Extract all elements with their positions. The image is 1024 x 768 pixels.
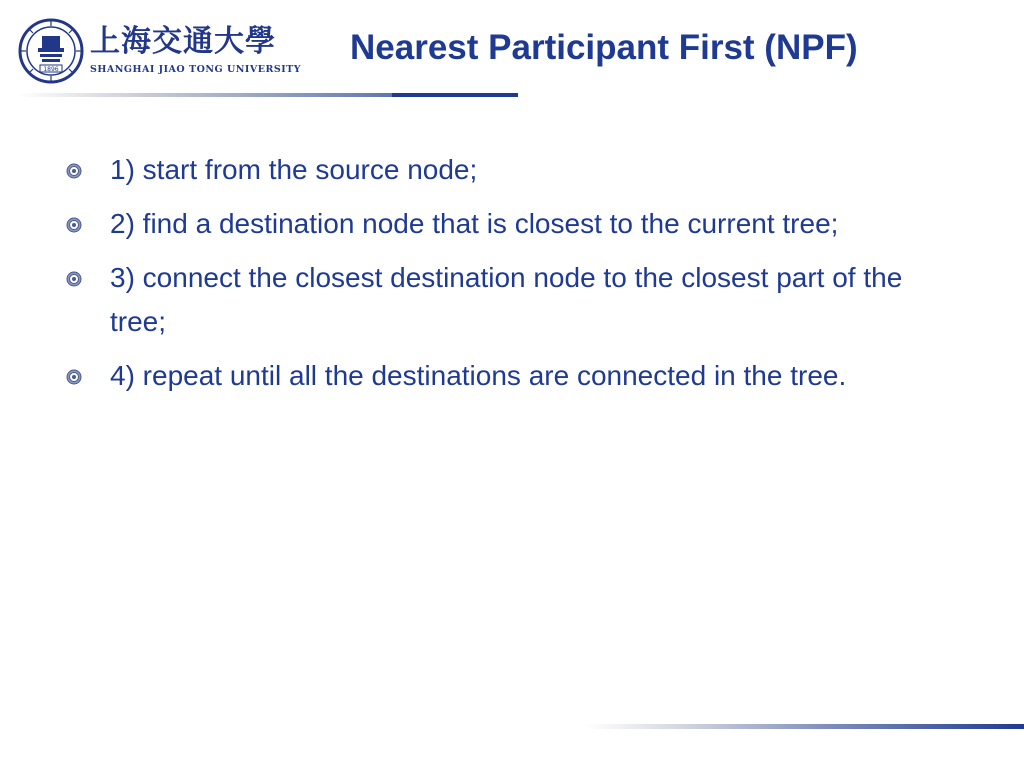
bullet-item [60,148,960,192]
university-name-chinese: 上海交通大學 [90,24,276,59]
bullet-text: 1) start from the source node; [110,154,478,185]
bullet-item [60,354,960,398]
bullet-text: 2) find a destination node that is closest to the current tree; [110,208,839,239]
seal-year: 1896 [43,66,59,73]
bullet-item [60,202,960,246]
bullet-orb-icon [66,217,82,233]
university-name-english: SHANGHAI JIAO TONG UNIVERSITY [90,64,302,75]
bullet-item [60,256,960,344]
bullet-orb-icon [66,369,82,385]
bullet-list [60,148,960,408]
university-logo [18,18,302,82]
bullet-orb-icon [66,271,82,287]
bullet-text: 3) connect the closest destination node to the closest part of the tree; [110,262,903,337]
university-seal-icon [18,18,84,84]
bullet-orb-icon [66,163,82,179]
header-divider-accent [392,93,516,97]
slide-title: Nearest Participant First (NPF) [350,28,858,67]
footer-divider [586,724,1024,729]
bullet-text: 4) repeat until all the destinations are connected in the tree. [110,360,847,391]
